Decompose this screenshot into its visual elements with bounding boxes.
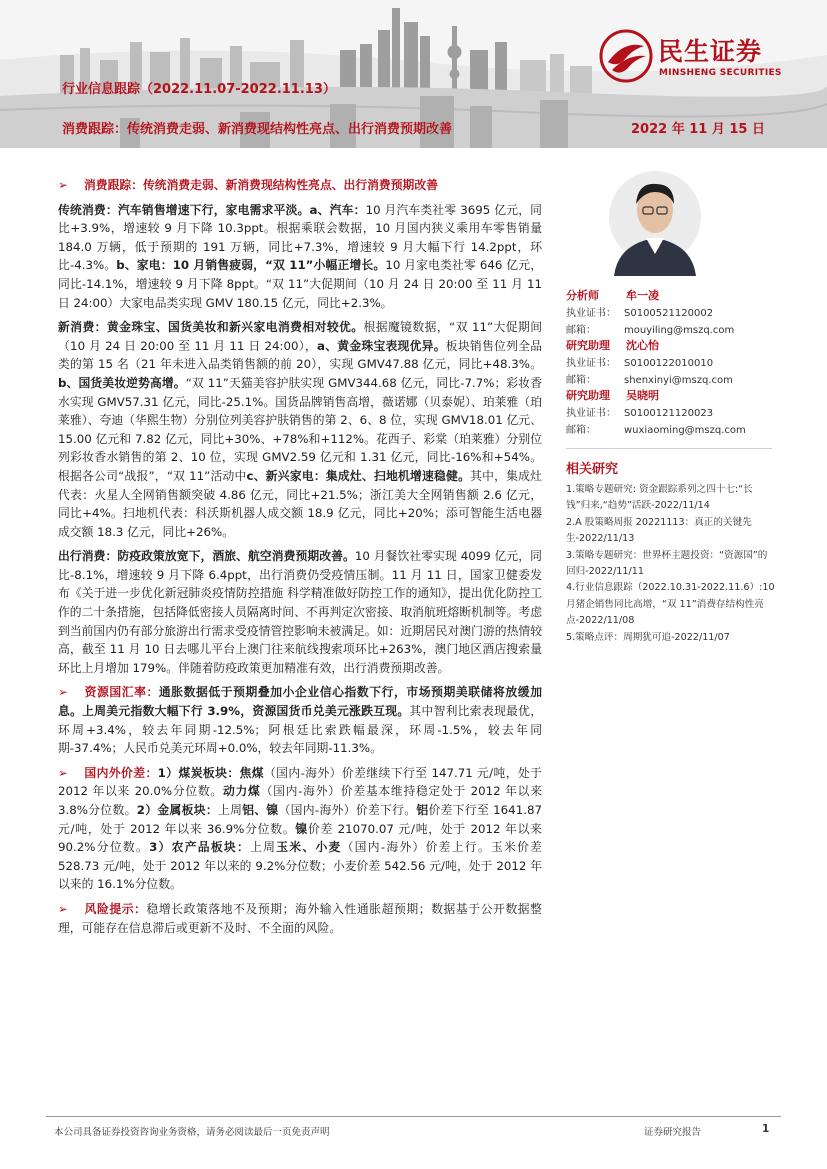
arrow-bullet-icon: ➢ xyxy=(58,685,68,700)
analyst-card-3: 研究助理 吴晓明 执业证书： S0100121120023 邮箱： wuxiaoming@mszq.com xyxy=(566,389,746,436)
paragraph-price-spread: ➢ 国内外价差：1）煤炭板块：焦煤（国内-海外）价差继续下行至 147.71 元/吨，处于 2012 年以来 20.0%分位数。动力煤（国内-海外）价差基本维持稳定处于 2012 年以来 3.8%分位数。2）金属板块：上周铝、镍（国内-海外）价差下行。铝价差下行至 1641.87 元/吨，处于 2012 年以来 36.9%分位数。镍价差 21070.07 元/吨，处于 2012 年以来 90.2%分位数。3）农产品板块：上周玉米、小麦（国内-海外）价差上行。玉米价差 528.73 元/吨，处于 2012 年以来的 9.2%分位数；小麦价差 542.56 元/吨，处于 2012 年以来的 16.1%分位数。 xyxy=(58,765,542,892)
analyst-photo xyxy=(608,158,702,276)
arrow-bullet-icon: ➢ xyxy=(58,178,68,192)
logo-emblem-icon xyxy=(598,28,654,84)
report-header xyxy=(0,0,827,148)
sidebar-divider xyxy=(566,448,772,449)
related-item[interactable]: 2.A 股策略周报 20221113：真正的关键先生-2022/11/13 xyxy=(566,516,752,545)
logo-text-en: MINSHENG SECURITIES xyxy=(659,68,782,78)
analyst-card-1: 分析师 牟一凌 执业证书： S0100521120002 邮箱： mouyiling@mszq.com xyxy=(566,289,735,336)
footer-report-label: 证券研究报告 xyxy=(644,1127,702,1138)
section-consumption-title: ➢ 消费跟踪：传统消费走弱、新消费现结构性亮点、出行消费预期改善 xyxy=(58,176,542,195)
related-item[interactable]: 1.策略专题研究: 资金跟踪系列之四十七:“长钱”归来,“趋势”活跃-2022/11/14 xyxy=(566,484,753,512)
arrow-bullet-icon: ➢ xyxy=(58,901,68,916)
analyst-card-2: 研究助理 沈心怡 执业证书： S0100122010010 邮箱： shenxinyi@mszq.com xyxy=(566,339,733,386)
report-headline: 消费跟踪：传统消费走弱、新消费现结构性亮点、出行消费预期改善 xyxy=(62,122,453,137)
email-link[interactable]: shenxinyi@mszq.com xyxy=(624,375,733,386)
email-link[interactable]: mouyiling@mszq.com xyxy=(624,325,735,336)
paragraph-fx: ➢ 资源国汇率：通胀数据低于预期叠加小企业信心指数下行，市场预期美联储将放缓加息。上周美元指数大幅下行 3.9%，资源国货币兑美元涨跌互现。其中智利比索表现最优，环周+3.4%，较去年同期-12.5%；阿根廷比索跌幅最深，环周-1.5%，较去年同期-37.4%；人民币兑美元环周+0.0%，较去年同期-11.3%。 xyxy=(58,685,542,756)
arrow-bullet-icon: ➢ xyxy=(58,765,68,780)
email-link[interactable]: wuxiaoming@mszq.com xyxy=(624,425,746,436)
paragraph-new-consumption: 新消费：黄金珠宝、国货美妆和新兴家电消费相对较优。根据魔镜数据，“双 11”大促期间（10 月 24 日 20:00 至 11 月 11 日 24:00），a、黄金珠宝表现优异。板块销售位列全品类的第 15 名（21 年未进入品类销售额的前 20），实现 GMV47.88 亿元，同比+48.3%。b、国货美妆逆势高增。“双 11”天猫美容护肤实现 GMV344.68 亿元，同比-7.7%；彩妆香水实现 GMV57.31 亿元，同比-25.1%。国货品牌销售高增，薇诺娜（贝泰妮）、珀莱雅（珀莱雅）、夸迪（华熙生物）分别位列美容护肤销售的第 2、6、8 位，实现 GMV18.01 亿元、15.00 亿元和 7.82 亿元，同比+30%、+78%和+112%。花西子、彩棠（珀莱雅）分别位列彩妆香水销售的第 2、10 位，实现 GMV2.59 亿元和 1.31 亿元，同比-16%和+54%。根据各公司“战报”，“双 11”活动中c、新兴家电：集成灶、扫地机增速稳健。其中，集成灶代表：火星人全网销售额突破 4.86 亿元，同比+21.5%；浙江美大全网销售额 2.6 亿元，同比+4%。扫地机代表：科沃斯机器人成交额 18.9 亿元，同比+20%；添可智能生活电器成交额 18.3 亿元，同比+26%。 xyxy=(58,320,542,539)
logo-text-cn: 民生证券 xyxy=(658,37,763,66)
report-type: 行业信息跟踪（2022.11.07-2022.11.13） xyxy=(62,82,336,97)
related-item[interactable]: 3.策略专题研究：世界杯主题投资：“资源国”的回归-2022/11/11 xyxy=(566,549,768,578)
related-research-list xyxy=(566,482,776,646)
related-item[interactable]: 5.策略点评：周期犹可追-2022/11/07 xyxy=(566,631,730,643)
paragraph-travel-consumption: 出行消费：防疫政策放宽下，酒旅、航空消费预期改善。10 月餐饮社零实现 4099 亿元，同比-8.1%，增速较 9 月下降 6.4ppt，出行消费仍受疫情压制。11 月 11 日，国家卫健委发布《关于进一步优化新冠肺炎疫情防控措施 科学精准做好防控工作的通知》，提出优化防控工作的二十条措施，包括降低密接人员隔离时间、不再判定次密接、取消航班熔断机制等。考虑到当前国内仍有部分旅游出行需求受疫情管控影响未被满足。如：近期居民对澳门游的热情较高，截至 11 月 10 日去哪儿平台上澳门往来航线搜索项环比+263%，澳门地区酒店搜索量环比上月增加 179%。伴随着防疫政策更加精准有效，出行消费预期改善。 xyxy=(58,549,542,675)
paragraph-risk: ➢ 风险提示：稳增长政策落地不及预期；海外输入性通胀超预期；数据基于公开数据整理，可能存在信息滞后或更新不及时、不全面的风险。 xyxy=(58,901,542,935)
footer-disclaimer: 本公司具备证券投资咨询业务资格，请务必阅读最后一页免责声明 xyxy=(54,1127,330,1138)
related-research-title: 相关研究 xyxy=(566,462,619,477)
main-content xyxy=(58,176,542,943)
report-date: 2022 年 11 月 15 日 xyxy=(631,122,765,137)
minsheng-logo xyxy=(598,28,803,84)
paragraph-traditional-consumption: 传统消费：汽车销售增速下行，家电需求平淡。a、汽车：10 月汽车类社零 3695 亿元，同比+3.9%，增速较 9 月下降 10.3ppt。根据乘联会数据，10 月国内狭义乘用车零售销量 184.0 万辆，低于预期的 191 万辆，同比+7.3%，增速较 9 月大幅下行 14.2ppt，环比-4.3%。b、家电：10 月销售疲弱，“双 11”小幅正增长。10 月家电类社零 646 亿元，同比-14.1%，增速较 9 月下降 8ppt。“双 11”大促期间（10 月 24 日 20:00 至 11 月 11 日 24:00）大家电品类实现 GMV 180.15 亿元，同比+2.3%。 xyxy=(58,202,542,310)
footer-divider xyxy=(46,1116,781,1117)
related-item[interactable]: 4.行业信息跟踪（2022.10.31-2022.11.6）:10 月猪企销售同比高增，“双 11”消费存结构性亮点-2022/11/08 xyxy=(566,582,775,627)
page-number: 1 xyxy=(762,1123,770,1135)
